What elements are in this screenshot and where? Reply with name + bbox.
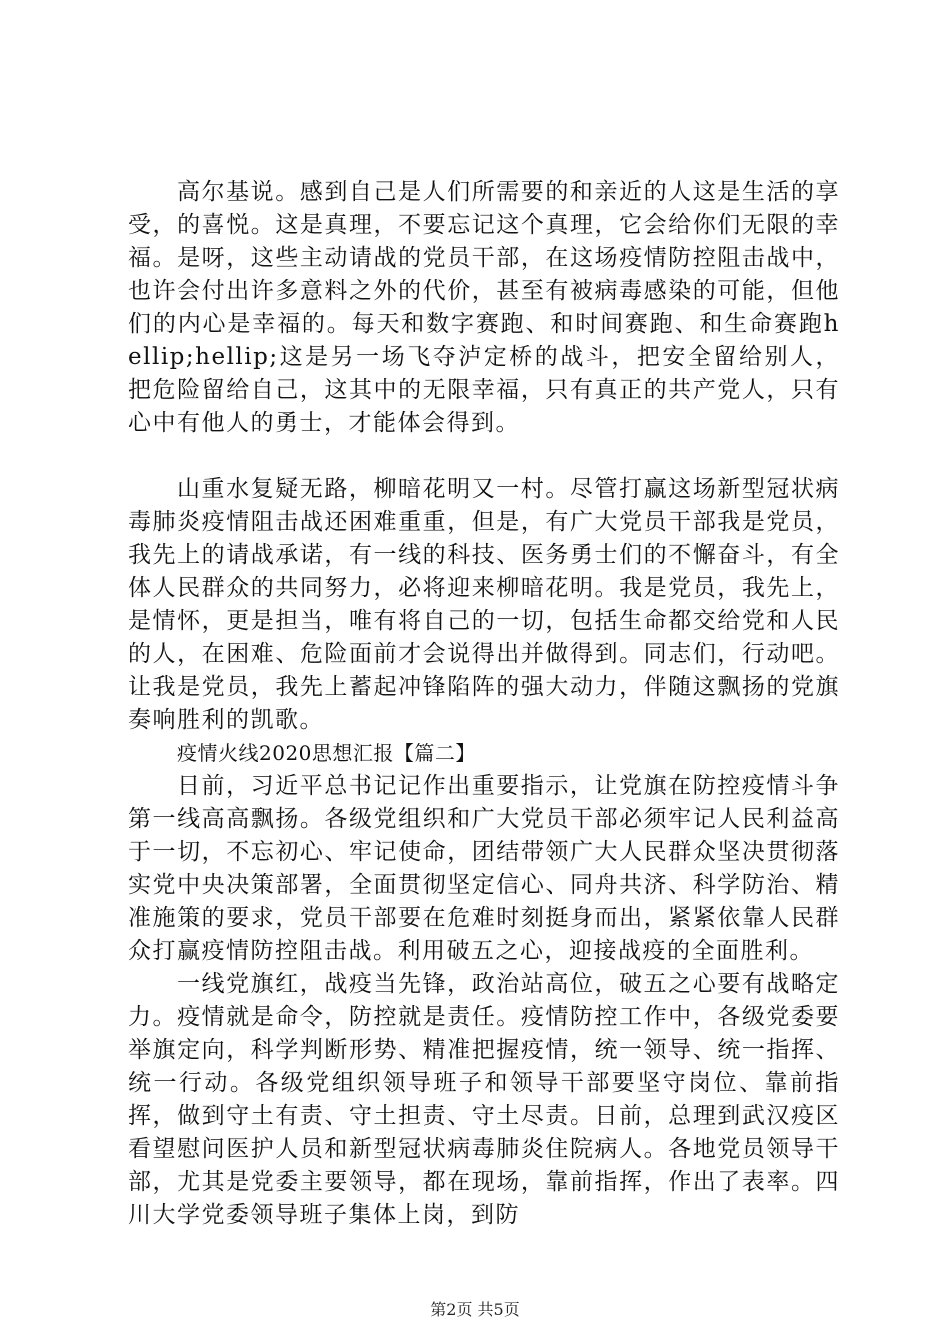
paragraph-4: 一线党旗红，战疫当先锋，政治站高位，破五之心要有战略定力。疫情就是命令，防控就是责任。疫情防控工作中，各级党委要举旗定向，科学判断形势、精准把握疫情，统一领导、统一指挥、统一行动。各级党组织领导班子和领导干部要坚守岗位、靠前指挥，做到守土有责、守土担责、守土尽责。日前，总理到武汉疫区看望慰问医护人员和新型冠状病毒肺炎住院病人。各地党员领导干部，尤其是党委主要领导，都在现场，靠前指挥，作出了表率。四川大学党委领导班子集体上岗，到防 [128,971,840,1228]
paragraph-3: 日前，习近平总书记记作出重要指示，让党旗在防控疫情斗争第一线高高飘扬。各级党组织和广大党员干部必须牢记人民利益高于一切，不忘初心、牢记使命，团结带领广大人民群众坚决贯彻落实党中央决策部署，全面贯彻坚定信心、同舟共济、科学防治、精准施策的要求，党员干部要在危难时刻挺身而出，紧紧依靠人民群众打赢疫情防控阻击战。利用破五之心，迎接战疫的全面胜利。 [128,773,840,964]
paragraph-2: 山重水复疑无路，柳暗花明又一村。尽管打赢这场新型冠状病毒肺炎疫情阻击战还困难重重，但是，有广大党员干部我是党员，我先上的请战承诺，有一线的科技、医务勇士们的不懈奋斗，有全体人民群众的共同努力，必将迎来柳暗花明。我是党员，我先上，是情怀，更是担当，唯有将自己的一切，包括生命都交给党和人民的人，在困难、危险面前才会说得出并做得到。同志们，行动吧。让我是党员，我先上蓄起冲锋陷阵的强大动力，伴随这飘扬的党旗奏响胜利的凯歌。 [128,476,840,733]
document-body [128,176,840,1232]
section-title: 疫情火线2020思想汇报【篇二】 [177,741,476,765]
paragraph-spacer [128,440,840,473]
page-footer: 第2页 共5页 [430,1300,520,1319]
paragraph-1: 高尔基说。感到自己是人们所需要的和亲近的人这是生活的享受，的喜悦。这是真理，不要忘记这个真理，它会给你们无限的幸福。是呀，这些主动请战的党员干部，在这场疫情防控阻击战中，也许会付出许多意料之外的代价，甚至有被病毒感染的可能，但他们的内心是幸福的。每天和数字赛跑、和时间赛跑、和生命赛跑hellip;hellip;这是另一场飞夺泸定桥的战斗，把安全留给别人，把危险留给自己，这其中的无限幸福，只有真正的共产党人，只有心中有他人的勇士，才能体会得到。 [128,179,840,436]
